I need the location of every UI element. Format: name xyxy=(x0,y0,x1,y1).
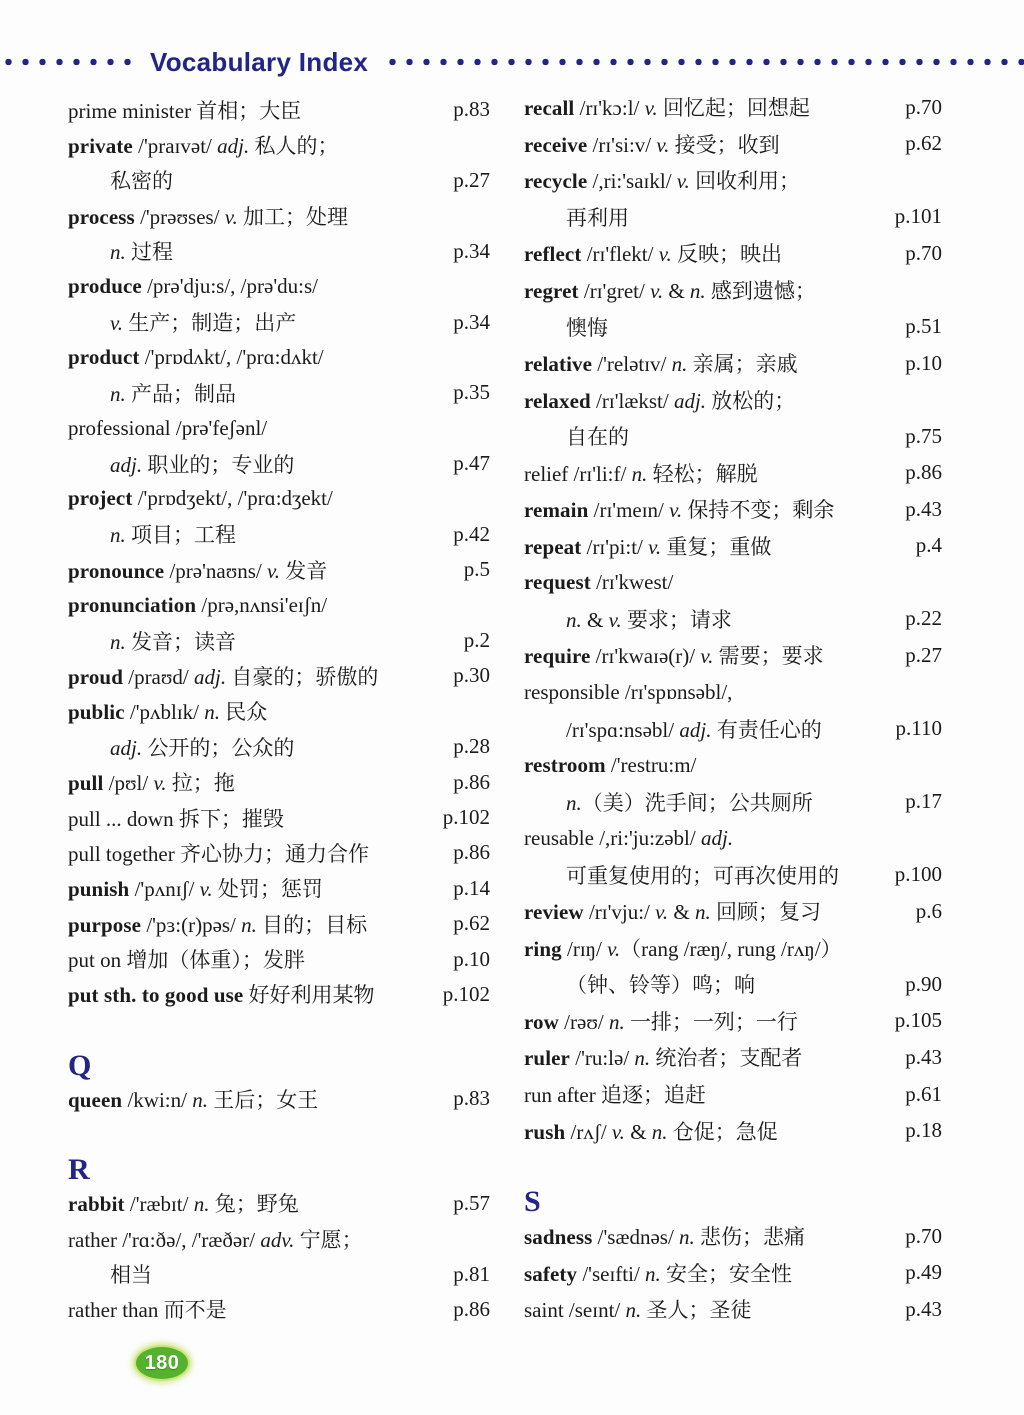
section-gap xyxy=(524,1149,942,1174)
index-entry-line xyxy=(68,800,490,835)
entry-text: review /rɪ'vju:/ v. & n. 回顾；复习 xyxy=(524,900,821,925)
entry-text: private /'praɪvət/ adj. 私人的； xyxy=(68,134,339,159)
entry-text: 相当 xyxy=(110,1263,152,1288)
entry-text: run after 追逐；追赶 xyxy=(524,1083,706,1108)
entry-text: n.（美）洗手间；公共厕所 xyxy=(566,790,813,815)
entry-text: relaxed /rɪ'lækst/ adj. 放松的； xyxy=(524,388,796,413)
index-entry-line xyxy=(68,375,490,410)
page-ref: p.90 xyxy=(905,971,942,996)
page-ref: p.75 xyxy=(905,423,942,448)
entry-text: recycle /,ri:'saɪkl/ v. 回收利用； xyxy=(524,169,801,194)
page-ref: p.102 xyxy=(442,981,490,1006)
index-entry-line xyxy=(68,1081,490,1116)
index-entry-line xyxy=(68,587,490,622)
dotted-rule-left xyxy=(0,58,134,66)
page-ref: p.62 xyxy=(905,131,942,156)
entry-text: rush /rʌʃ/ v. & n. 仓促；急促 xyxy=(524,1119,778,1144)
index-entry-line xyxy=(524,1291,942,1328)
index-entry-line xyxy=(68,1256,490,1291)
page-number-badge: 180 xyxy=(134,1345,190,1381)
index-entry-line xyxy=(524,747,942,784)
entry-text: safety /'seɪfti/ n. 安全；安全性 xyxy=(524,1261,793,1286)
index-entry-line xyxy=(68,871,490,906)
entry-text: sadness /'sædnəs/ n. 悲伤；悲痛 xyxy=(524,1225,806,1250)
index-entry-line xyxy=(68,1292,490,1327)
page-ref: p.110 xyxy=(895,716,942,741)
index-entry-line xyxy=(524,1039,942,1076)
left-column xyxy=(68,92,490,1327)
section-letter-Q: Q xyxy=(68,1048,92,1082)
index-entry-line xyxy=(524,1254,942,1291)
page-ref: p.83 xyxy=(453,1086,490,1111)
index-entry-line xyxy=(524,199,942,236)
index-entry-line xyxy=(524,893,942,930)
index-entry-line xyxy=(524,820,942,857)
entry-text: prime minister 首相；大臣 xyxy=(68,98,302,123)
index-entry-line xyxy=(68,623,490,658)
entry-text: queen /kwi:n/ n. 王后；女王 xyxy=(68,1087,319,1112)
index-entry-line xyxy=(68,729,490,764)
index-entry-line xyxy=(524,126,942,163)
entry-text: purpose /'pɜ:(r)pəs/ n. 目的；目标 xyxy=(68,912,368,937)
page-ref: p.2 xyxy=(463,628,490,653)
entry-text: 自在的 xyxy=(566,425,629,450)
index-entry-line xyxy=(524,528,942,565)
section-gap xyxy=(68,1012,490,1037)
index-entry-line xyxy=(68,446,490,481)
page-ref: p.86 xyxy=(453,769,490,794)
index-entry-line xyxy=(524,564,942,601)
page-ref: p.43 xyxy=(905,496,942,521)
index-entry-line xyxy=(68,1186,490,1221)
entry-text: punish /'pʌnɪʃ/ v. 处罚；惩罚 xyxy=(68,877,323,902)
page-ref: p.70 xyxy=(905,240,942,265)
page-ref: p.27 xyxy=(453,167,490,192)
index-entry-line xyxy=(68,517,490,552)
entry-text: responsible /rɪ'spɒnsəbl/, xyxy=(524,679,733,704)
page-ref: p.86 xyxy=(453,840,490,865)
entry-text: adj. 公开的；公众的 xyxy=(110,735,295,760)
entry-text: product /'prɒdʌkt/, /'prɑ:dʌkt/ xyxy=(68,344,324,369)
page-ref: p.70 xyxy=(905,1223,942,1248)
page-ref: p.86 xyxy=(453,1296,490,1321)
page-ref: p.81 xyxy=(453,1261,490,1286)
index-entry-line xyxy=(524,454,942,491)
page-ref: p.105 xyxy=(894,1008,942,1033)
index-entry-line xyxy=(524,235,942,272)
section-gap xyxy=(68,1117,490,1142)
index-entry-line xyxy=(524,1218,942,1255)
entry-text: adj. 职业的；专业的 xyxy=(110,452,295,477)
index-entry-line xyxy=(68,552,490,587)
entry-text: reusable /,ri:'ju:zəbl/ adj. xyxy=(524,825,734,850)
index-entry-line xyxy=(68,906,490,941)
index-entry-line xyxy=(68,92,490,127)
entry-text: n. 过程 xyxy=(110,240,173,265)
entry-text: professional /prə'feʃənl/ xyxy=(68,415,268,440)
index-entry-line xyxy=(524,1076,942,1113)
page-ref: p.86 xyxy=(905,460,942,485)
index-entry-line xyxy=(524,491,942,528)
index-entry-line xyxy=(68,694,490,729)
entry-text: receive /rɪ'si:v/ v. 接受；收到 xyxy=(524,132,780,157)
entry-text: pronunciation /prə,nʌnsi'eɪʃn/ xyxy=(68,592,328,617)
entry-text: repeat /rɪ'pi:t/ v. 重复；重做 xyxy=(524,534,772,559)
page-ref: p.14 xyxy=(453,875,490,900)
page-ref: p.43 xyxy=(905,1044,942,1069)
entry-text: require /rɪ'kwaɪə(r)/ v. 需要；要求 xyxy=(524,644,824,669)
page-ref: p.101 xyxy=(894,204,942,229)
entry-text: v. 生产；制造；出产 xyxy=(110,311,297,336)
index-entry-line xyxy=(68,269,490,304)
index-entry-line xyxy=(524,272,942,309)
dotted-rule-right xyxy=(384,58,1024,66)
index-entry-line xyxy=(524,930,942,967)
entry-text: row /rəʊ/ n. 一排；一列；一行 xyxy=(524,1009,798,1034)
index-entry-line xyxy=(68,234,490,269)
index-entry-line xyxy=(524,308,942,345)
page-ref: p.47 xyxy=(453,451,490,476)
page-ref: p.22 xyxy=(905,606,942,631)
index-entry-line xyxy=(68,163,490,198)
index-entry-line xyxy=(524,674,942,711)
entry-text: rather than 而不是 xyxy=(68,1298,227,1323)
index-entry-line xyxy=(524,783,942,820)
entry-text: project /'prɒdʒekt/, /'prɑ:dʒekt/ xyxy=(68,486,333,511)
page-ref: p.49 xyxy=(905,1260,942,1285)
entry-text: proud /praʊd/ adj. 自豪的；骄傲的 xyxy=(68,664,379,689)
page-ref: p.6 xyxy=(915,898,942,923)
index-entry-line xyxy=(68,764,490,799)
page-ref: p.62 xyxy=(453,911,490,936)
page-ref: p.61 xyxy=(905,1081,942,1106)
page-ref: p.5 xyxy=(463,557,490,582)
index-entry-line xyxy=(68,304,490,339)
section-letter-R: R xyxy=(68,1153,90,1187)
entry-text: put sth. to good use 好好利用某物 xyxy=(68,983,375,1008)
index-entry-line xyxy=(68,941,490,976)
page-ref: p.83 xyxy=(453,97,490,122)
index-entry-line xyxy=(524,1003,942,1040)
index-entry-line xyxy=(68,658,490,693)
page-ref: p.4 xyxy=(915,533,942,558)
entry-text: 可重复使用的；可再次使用的 xyxy=(566,863,839,888)
entry-text: regret /rɪ'gret/ v. & n. 感到遗憾； xyxy=(524,279,816,303)
entry-text: ruler /'ru:lə/ n. 统治者；支配者 xyxy=(524,1046,803,1071)
page-title: Vocabulary Index xyxy=(150,46,369,77)
entry-text: 再利用 xyxy=(566,205,629,230)
entry-text: n. 发音；读音 xyxy=(110,629,236,654)
page-ref: p.34 xyxy=(453,309,490,334)
page-ref: p.28 xyxy=(453,734,490,759)
page-ref: p.34 xyxy=(453,238,490,263)
page-ref: p.35 xyxy=(453,380,490,405)
index-entry-line xyxy=(524,637,942,674)
page-ref: p.10 xyxy=(905,350,942,375)
section-letter-S: S xyxy=(524,1185,541,1219)
entry-text: rabbit /'ræbɪt/ n. 兔；野兔 xyxy=(68,1192,299,1217)
index-entry-line xyxy=(524,601,942,638)
index-entry-line xyxy=(524,418,942,455)
entry-text: reflect /rɪ'flekt/ v. 反映；映出 xyxy=(524,242,782,267)
index-entry-line xyxy=(68,1221,490,1256)
page-ref: p.17 xyxy=(905,789,942,814)
entry-text: ring /rɪŋ/ v.（rang /ræŋ/, rung /rʌŋ/） xyxy=(524,936,842,961)
index-entry-line xyxy=(68,411,490,446)
index-entry-line xyxy=(524,1112,942,1149)
page-ref: p.42 xyxy=(453,521,490,546)
page-ref: p.43 xyxy=(905,1296,942,1321)
index-entry-line xyxy=(68,340,490,375)
entry-text: put on 增加（体重）；发胖 xyxy=(68,948,305,973)
entry-text: /rɪ'spɑ:nsəbl/ adj. 有责任心的 xyxy=(566,717,822,742)
entry-text: process /'prəʊses/ v. 加工；处理 xyxy=(68,204,349,229)
entry-text: （钟、铃等）鸣；响 xyxy=(566,973,755,998)
page-ref: p.100 xyxy=(894,862,942,887)
index-entry-line xyxy=(68,198,490,233)
index-entry-line xyxy=(524,856,942,893)
entry-text: pull ... down 拆下；摧毁 xyxy=(68,806,284,831)
entry-text: relief /rɪ'li:f/ n. 轻松；解脱 xyxy=(524,461,758,486)
index-entry-line xyxy=(524,710,942,747)
right-column xyxy=(524,89,942,1328)
entry-text: restroom /'restru:m/ xyxy=(524,752,697,777)
page-ref: p.30 xyxy=(453,663,490,688)
entry-text: 私密的 xyxy=(110,169,173,194)
entry-text: n. & v. 要求；请求 xyxy=(566,607,732,632)
entry-text: n. 产品；制品 xyxy=(110,381,236,406)
index-entry-line xyxy=(524,966,942,1003)
page-ref: p.102 xyxy=(442,805,490,829)
entry-text: public /'pʌblɪk/ n. 民众 xyxy=(68,700,268,725)
entry-text: pull together 齐心协力；通力合作 xyxy=(68,841,369,866)
entry-text: saint /seɪnt/ n. 圣人；圣徒 xyxy=(524,1298,752,1323)
page-ref: p.27 xyxy=(905,642,942,667)
entry-text: produce /prə'dju:s/, /prə'du:s/ xyxy=(68,274,318,299)
entry-text: pronounce /prə'naʊns/ v. 发音 xyxy=(68,558,328,583)
index-entry-line xyxy=(68,481,490,516)
page-ref: p.18 xyxy=(905,1118,942,1143)
page-ref: p.10 xyxy=(453,946,490,971)
entry-text: rather /'rɑ:ðə/, /'ræðər/ adv. 宁愿； xyxy=(68,1227,363,1252)
index-entry-line xyxy=(524,345,942,382)
entry-text: relative /'relətɪv/ n. 亲属；亲戚 xyxy=(524,352,798,377)
index-entry-line xyxy=(68,977,490,1012)
page-ref: p.51 xyxy=(905,314,942,339)
page-ref: p.70 xyxy=(905,94,942,119)
index-entry-line xyxy=(524,381,942,418)
header-rule xyxy=(0,46,1024,78)
index-entry-line xyxy=(68,835,490,870)
entry-text: 懊悔 xyxy=(566,315,608,340)
index-entry-line xyxy=(68,127,490,162)
entry-text: remain /rɪ'meɪn/ v. 保持不变；剩余 xyxy=(524,498,835,523)
entry-text: recall /rɪ'kɔ:l/ v. 回忆起；回想起 xyxy=(524,96,810,121)
entry-text: n. 项目；工程 xyxy=(110,523,236,548)
entry-text: request /rɪ'kwest/ xyxy=(524,569,674,594)
page-ref: p.57 xyxy=(453,1190,490,1215)
entry-text: pull /pʊl/ v. 拉；拖 xyxy=(68,771,235,796)
index-entry-line xyxy=(524,162,942,199)
index-entry-line xyxy=(524,89,942,126)
